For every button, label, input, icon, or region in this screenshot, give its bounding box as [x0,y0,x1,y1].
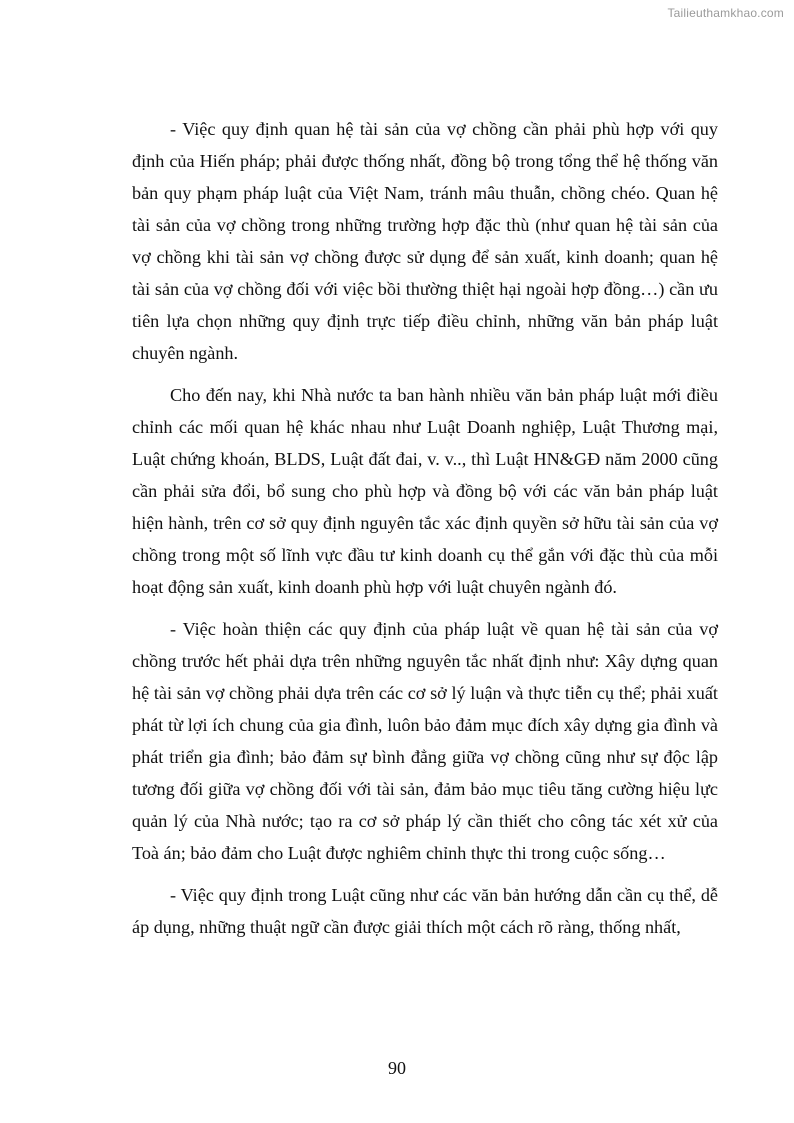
paragraph-3: - Việc hoàn thiện các quy định của pháp luật về quan hệ tài sản của vợ chồng trước hết phải dựa trên những nguyên tắc nhất định như: Xây dựng quan hệ tài sản vợ chồng phải dựa trên các cơ sở lý luận và thực tiễn cụ thể; phải xuất phát từ lợi ích chung của gia đình, luôn bảo đảm mục đích xây dựng gia đình và phát triển gia đình; bảo đảm sự bình đẳng giữa vợ chồng cũng như sự độc lập tương đối giữa vợ chồng đối với tài sản, đảm bảo mục tiêu tăng cường hiệu lực quản lý của Nhà nước; tạo ra cơ sở pháp lý cần thiết cho công tác xét xử của Toà án; bảo đảm cho Luật được nghiêm chỉnh thực thi trong cuộc sống… [132,619,718,863]
paragraph-2: Cho đến nay, khi Nhà nước ta ban hành nhiều văn bản pháp luật mới điều chỉnh các mối quan hệ khác nhau như Luật Doanh nghiệp, Luật Thương mại, Luật chứng khoán, BLDS, Luật đất đai, v. v.., thì Luật HN&GĐ năm 2000 cũng cần phải sửa đổi, bổ sung cho phù hợp và đồng bộ với các văn bản pháp luật hiện hành, trên cơ sở quy định nguyên tắc xác định quyền sở hữu tài sản của vợ chồng trong một số lĩnh vực đầu tư kinh doanh cụ thể gắn với đặc thù của mỗi hoạt động sản xuất, kinh doanh phù hợp với luật chuyên ngành đó. [132,385,718,597]
paragraph-4: - Việc quy định trong Luật cũng như các văn bản hướng dẫn cần cụ thể, dễ áp dụng, những thuật ngữ cần được giải thích một cách rõ ràng, thống nhất, [132,885,718,937]
document-body [132,113,718,953]
paragraph-1: - Việc quy định quan hệ tài sản của vợ chồng cần phải phù hợp với quy định của Hiến pháp; phải được thống nhất, đồng bộ trong tổng thể hệ thống văn bản quy phạm pháp luật của Việt Nam, tránh mâu thuẫn, chồng chéo. Quan hệ tài sản của vợ chồng trong những trường hợp đặc thù (như quan hệ tài sản của vợ chồng khi tài sản vợ chồng được sử dụng để sản xuất, kinh doanh; quan hệ tài sản của vợ chồng đối với việc bồi thường thiệt hại ngoài hợp đồng…) cần ưu tiên lựa chọn những quy định trực tiếp điều chỉnh, những văn bản pháp luật chuyên ngành. [132,119,718,363]
page-number: 90 [388,1058,406,1078]
watermark: Tailieuthamkhao.com [667,6,784,20]
